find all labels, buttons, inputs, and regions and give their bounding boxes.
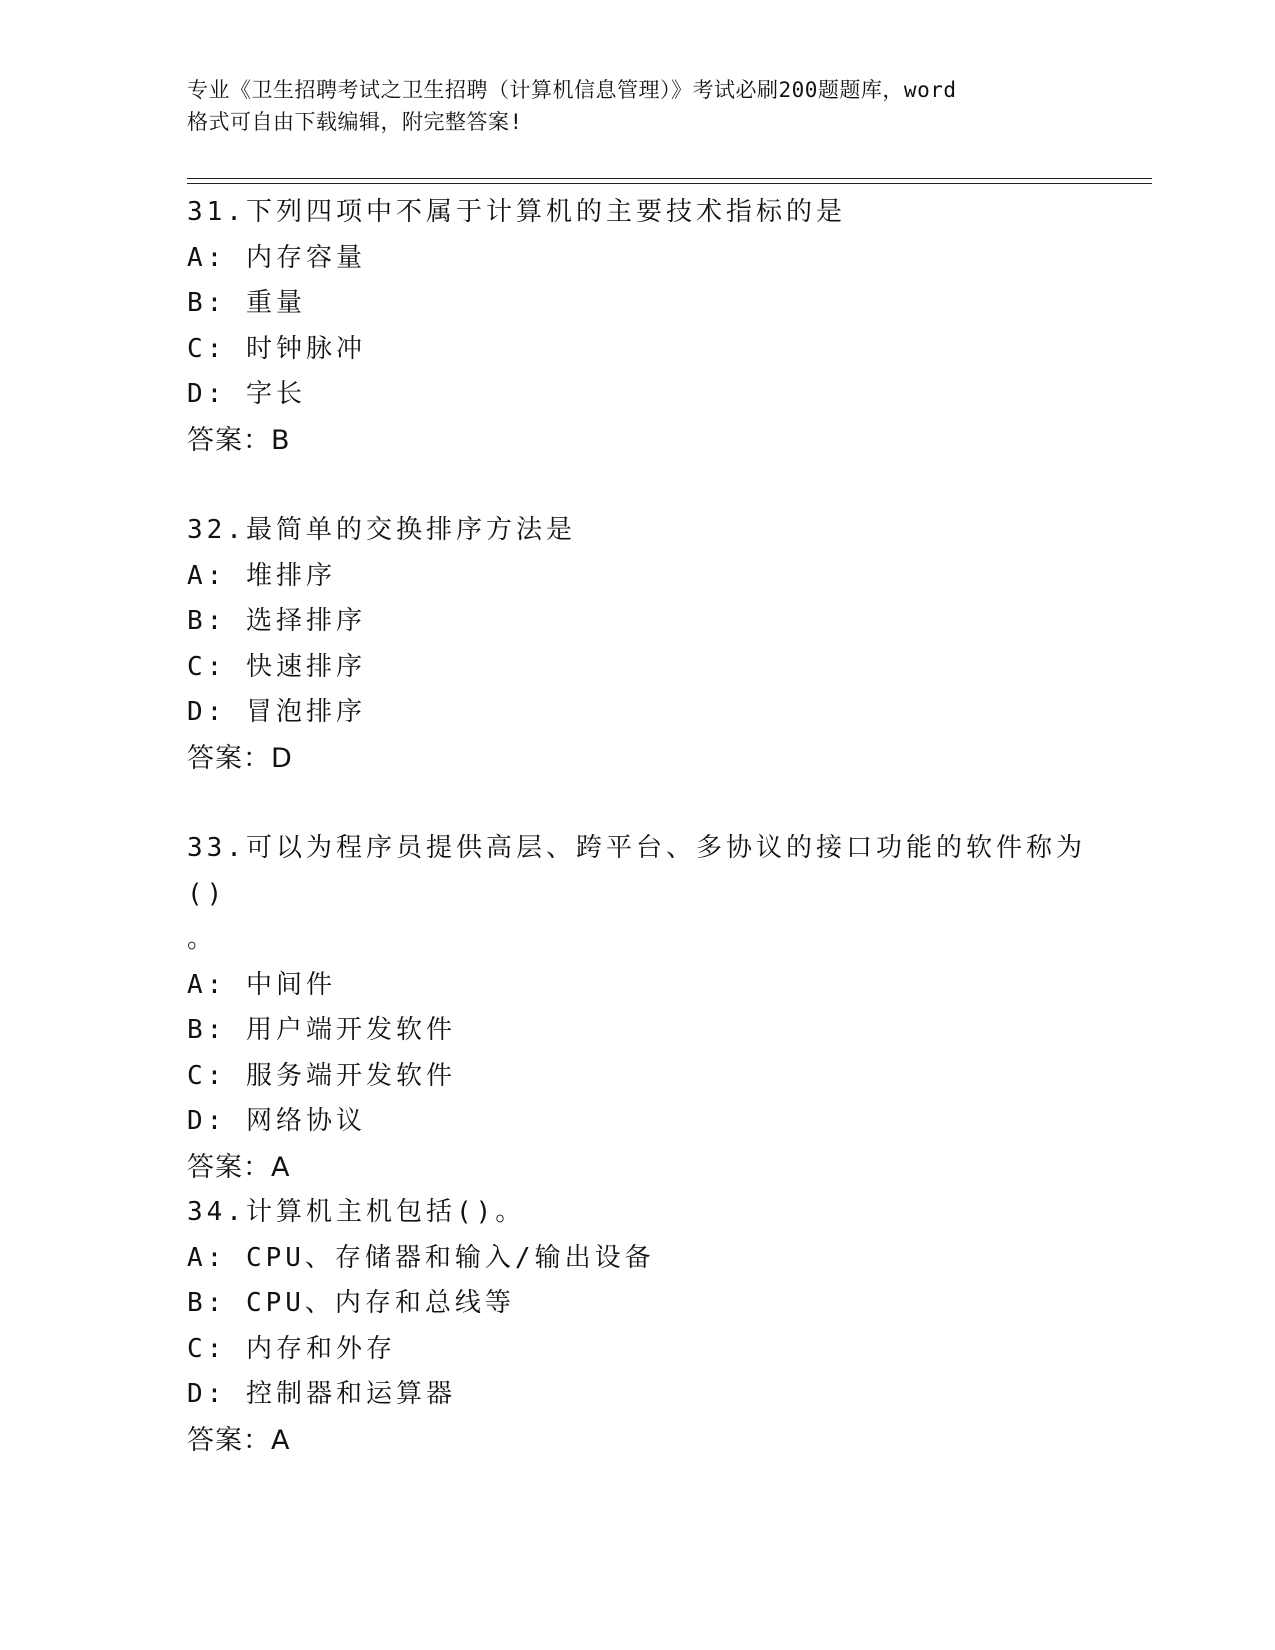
question-stem: 33.可以为程序员提供高层、跨平台、多协议的接口功能的软件称为() bbox=[187, 833, 1086, 909]
header-line-2: 格式可自由下载编辑，附完整答案! bbox=[187, 110, 523, 134]
option-key: C: bbox=[187, 651, 246, 682]
option-d bbox=[187, 1099, 1107, 1145]
option-c bbox=[187, 1054, 1107, 1100]
option-a bbox=[187, 236, 1107, 282]
option-text: 选择排序 bbox=[245, 606, 366, 636]
option-key: B: bbox=[187, 288, 246, 318]
answer-line: 答案：A bbox=[187, 1424, 291, 1456]
question-stem-continuation: 。 bbox=[187, 924, 218, 954]
header-divider-bottom bbox=[187, 183, 1152, 184]
option-key: A: bbox=[187, 969, 246, 1000]
question-34 bbox=[187, 1190, 1107, 1463]
option-key: D: bbox=[187, 697, 246, 727]
option-text: 内存容量 bbox=[245, 242, 366, 273]
option-text: 冒泡排序 bbox=[245, 697, 366, 727]
option-a bbox=[187, 1236, 1107, 1282]
header-divider-top bbox=[187, 178, 1152, 179]
option-b bbox=[187, 281, 1107, 327]
option-key: D: bbox=[187, 1106, 246, 1136]
option-c bbox=[187, 645, 1107, 691]
question-33 bbox=[187, 826, 1107, 1190]
option-b bbox=[187, 599, 1107, 645]
option-key: B: bbox=[187, 606, 246, 636]
option-key: B: bbox=[187, 1015, 246, 1045]
option-key: C: bbox=[187, 1060, 246, 1091]
option-c bbox=[187, 1327, 1107, 1373]
option-b bbox=[187, 1281, 1107, 1327]
answer-line: 答案：D bbox=[187, 742, 293, 774]
option-text: 快速排序 bbox=[245, 651, 366, 682]
question-stem: 32.最简单的交换排序方法是 bbox=[187, 515, 576, 545]
option-key: A: bbox=[187, 560, 246, 591]
option-text: 服务端开发软件 bbox=[245, 1060, 456, 1091]
option-text: 网络协议 bbox=[245, 1106, 366, 1136]
option-text: 重量 bbox=[245, 288, 306, 318]
option-b bbox=[187, 1008, 1107, 1054]
answer-line: 答案：B bbox=[187, 424, 291, 456]
answer-line: 答案：A bbox=[187, 1151, 291, 1183]
option-key: D: bbox=[187, 1379, 246, 1409]
option-key: A: bbox=[187, 242, 246, 273]
option-text: CPU、存储器和输入/输出设备 bbox=[245, 1242, 655, 1273]
option-c bbox=[187, 327, 1107, 373]
option-text: 用户端开发软件 bbox=[245, 1015, 456, 1045]
option-key: D: bbox=[187, 379, 246, 409]
header-line-1: 专业《卫生招聘考试之卫生招聘（计算机信息管理）》考试必刷200题题库，word bbox=[187, 78, 957, 102]
option-text: CPU、内存和总线等 bbox=[245, 1288, 515, 1318]
option-key: A: bbox=[187, 1242, 246, 1273]
option-a bbox=[187, 554, 1107, 600]
option-text: 内存和外存 bbox=[245, 1333, 396, 1364]
document-header bbox=[187, 74, 1107, 138]
option-text: 控制器和运算器 bbox=[245, 1379, 456, 1409]
option-d bbox=[187, 690, 1107, 736]
question-stem: 34.计算机主机包括()。 bbox=[187, 1197, 526, 1227]
option-key: C: bbox=[187, 333, 246, 364]
option-text: 字长 bbox=[245, 379, 306, 409]
option-key: C: bbox=[187, 1333, 246, 1364]
option-d bbox=[187, 372, 1107, 418]
question-32 bbox=[187, 508, 1107, 781]
question-stem: 31.下列四项中不属于计算机的主要技术指标的是 bbox=[187, 197, 846, 227]
option-a bbox=[187, 963, 1107, 1009]
option-d bbox=[187, 1372, 1107, 1418]
question-31 bbox=[187, 190, 1107, 463]
option-key: B: bbox=[187, 1288, 246, 1318]
option-text: 时钟脉冲 bbox=[245, 333, 366, 364]
option-text: 堆排序 bbox=[245, 560, 336, 591]
option-text: 中间件 bbox=[245, 969, 336, 1000]
